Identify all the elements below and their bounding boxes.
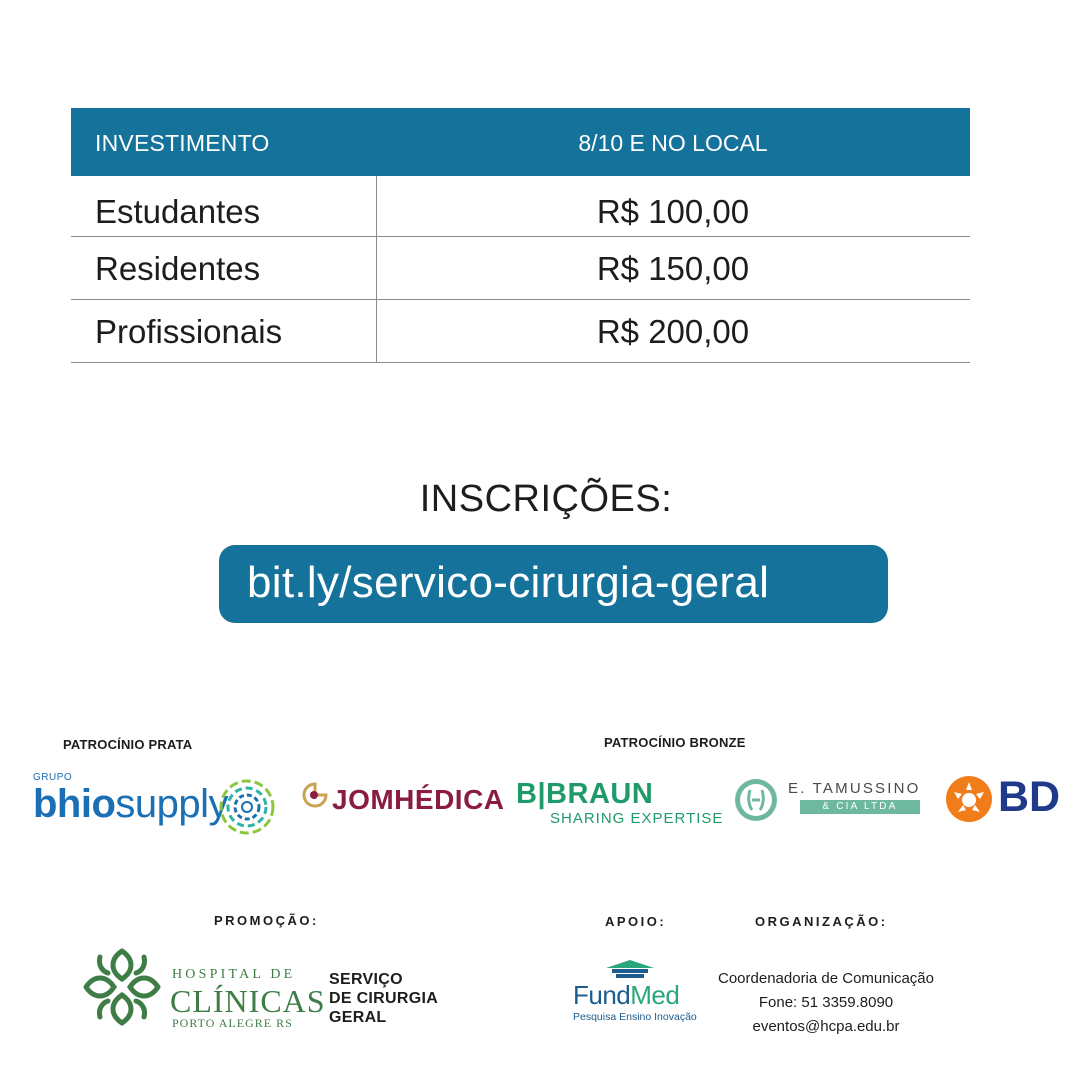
row-price: R$ 200,00 [596,313,750,350]
hospital-line3: PORTO ALEGRE RS [172,1016,293,1030]
silver-sponsor-label: PATROCÍNIO PRATA [63,737,193,752]
bbraun-tagline: SHARING EXPERTISE [550,810,724,827]
tamussino-seal-icon [734,778,778,822]
hospital-emblem-icon [80,945,164,1029]
fundmed-building-icon [602,958,658,980]
tamussino-band-text: & CIA LTDA [822,801,898,812]
org-name: Coordenadoria de Comunicação [718,970,934,987]
header-investimento: INVESTIMENTO [95,130,270,156]
row-category: Residentes [95,250,261,287]
bhio-wordmark [33,782,228,827]
organizacao-contact [703,967,949,1039]
bronze-sponsor-label: PATROCÍNIO BRONZE [604,735,746,750]
hospital-line2: CLÍNICAS [170,983,326,1019]
promocao-label: PROMOÇÃO: [214,913,319,928]
organizacao-label: ORGANIZAÇÃO: [755,914,888,929]
tamussino-name: E. TAMUSSINO [788,780,921,797]
fundmed-fund: Fund [573,980,631,1010]
bd-wordmark: BD [998,773,1061,821]
header-date: 8/10 E NO LOCAL [578,130,768,156]
jomhedica-mark-icon [302,782,328,808]
fundmed-med: Med [630,980,680,1010]
servico-cirurgia-geral [329,970,438,1027]
bd-sun-icon [946,776,992,822]
table-header [71,108,970,176]
bhio-grupo: GRUPO [33,772,73,783]
jomhedica-wordmark: JOMHÉDICA [332,784,505,815]
registration-link-button[interactable] [219,545,888,623]
bhio-circle-icon [218,778,276,836]
table-row [71,300,970,363]
servico-line: SERVIÇO [329,971,403,988]
table-row [71,176,970,237]
row-price: R$ 150,00 [596,250,750,287]
bbraun-wordmark: B|BRAUN [516,778,654,810]
fundmed-wordmark [573,980,679,1011]
registration-title: INSCRIÇÕES: [419,478,673,520]
bhio-bold: bhio [33,782,116,826]
hospital-line1: HOSPITAL DE [172,967,296,982]
price-table [71,108,970,363]
table-row [71,237,970,300]
column-divider [376,176,377,363]
org-phone: Fone: 51 3359.8090 [758,994,894,1011]
row-price: R$ 100,00 [596,193,750,230]
registration-link-text[interactable]: bit.ly/servico-cirurgia-geral [247,558,770,607]
bhio-rest: supply [115,782,229,826]
row-category: Profissionais [95,313,283,350]
apoio-label: APOIO: [605,914,667,929]
tamussino-band [800,800,920,814]
fundmed-subtitle: Pesquisa Ensino Inovação [573,1011,697,1023]
row-category: Estudantes [95,193,261,230]
org-email[interactable]: eventos@hcpa.edu.br [752,1018,900,1035]
servico-line: GERAL [329,1009,387,1026]
servico-line: DE CIRURGIA [329,990,439,1007]
